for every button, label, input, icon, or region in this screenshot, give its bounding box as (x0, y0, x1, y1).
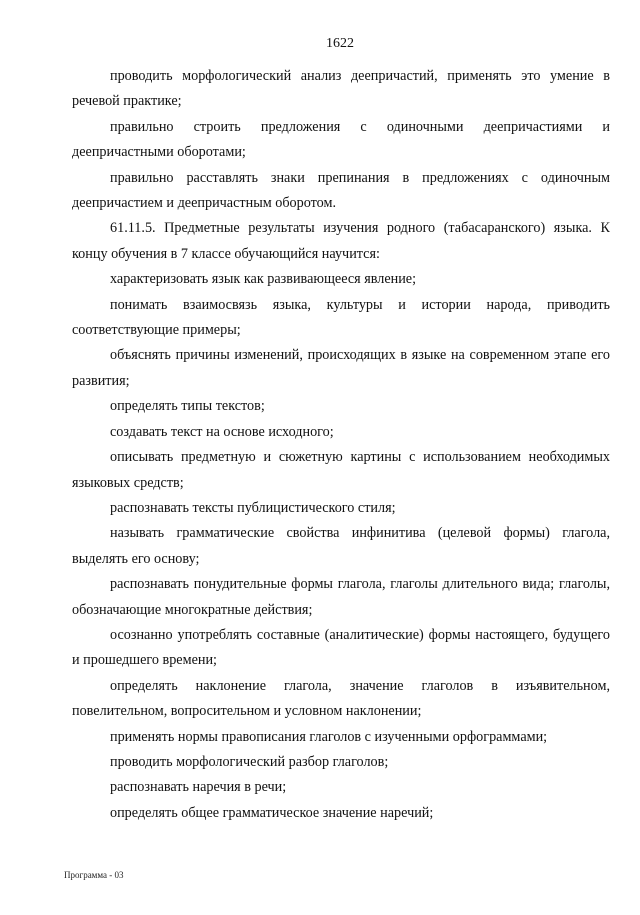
paragraph: объяснять причины изменений, происходящих в языке на современном этапе его развития; (72, 347, 610, 389)
paragraph: распознавать тексты публицистического стиля; (110, 499, 396, 516)
section-heading-paragraph: 61.11.5. Предметные результаты изучения родного (табасаранского) языка. К концу обучения в 7 классе обучающийся научится: (72, 220, 610, 262)
paragraph: применять нормы правописания глаголов с изученными орфограммами; (110, 728, 548, 745)
paragraph: определять общее грамматическое значение наречий; (110, 804, 434, 821)
paragraph: описывать предметную и сюжетную картины с использованием необходимых языковых средств; (72, 449, 610, 491)
paragraph: осознанно употреблять составные (аналитические) формы настоящего, будущего и прошедшего времени; (72, 626, 610, 669)
paragraph: создавать текст на основе исходного; (110, 423, 334, 440)
paragraph: определять типы текстов; (110, 398, 265, 415)
paragraph: распознавать понудительные формы глагола, глаголы длительного вида; глаголы, обозначающие многократные действия; (72, 576, 610, 618)
paragraph: проводить морфологический разбор глаголов; (110, 753, 389, 770)
page-number: 1622 (326, 36, 354, 51)
paragraph: понимать взаимосвязь языка, культуры и истории народа, приводить соответствующие примеры; (72, 296, 610, 339)
footer-label: Программа - 03 (64, 870, 124, 880)
body-text (72, 64, 610, 826)
paragraph: определять наклонение глагола, значение глаголов в изъявительном, повелительном, вопросительном и условном наклонении; (72, 677, 610, 720)
paragraph: называть грамматические свойства инфинитива (целевой формы) глагола, выделять его основу; (72, 525, 610, 567)
paragraph: правильно расставлять знаки препинания в предложениях с одиночным деепричастием и деепричастным оборотом. (72, 169, 610, 212)
paragraph: характеризовать язык как развивающееся явление; (110, 271, 417, 288)
paragraph: распознавать наречия в речи; (110, 779, 287, 796)
paragraph: правильно строить предложения с одиночными деепричастиями и деепричастными оборотами; (72, 118, 610, 161)
paragraph: проводить морфологический анализ деепричастий, применять это умение в речевой практике; (72, 68, 610, 110)
